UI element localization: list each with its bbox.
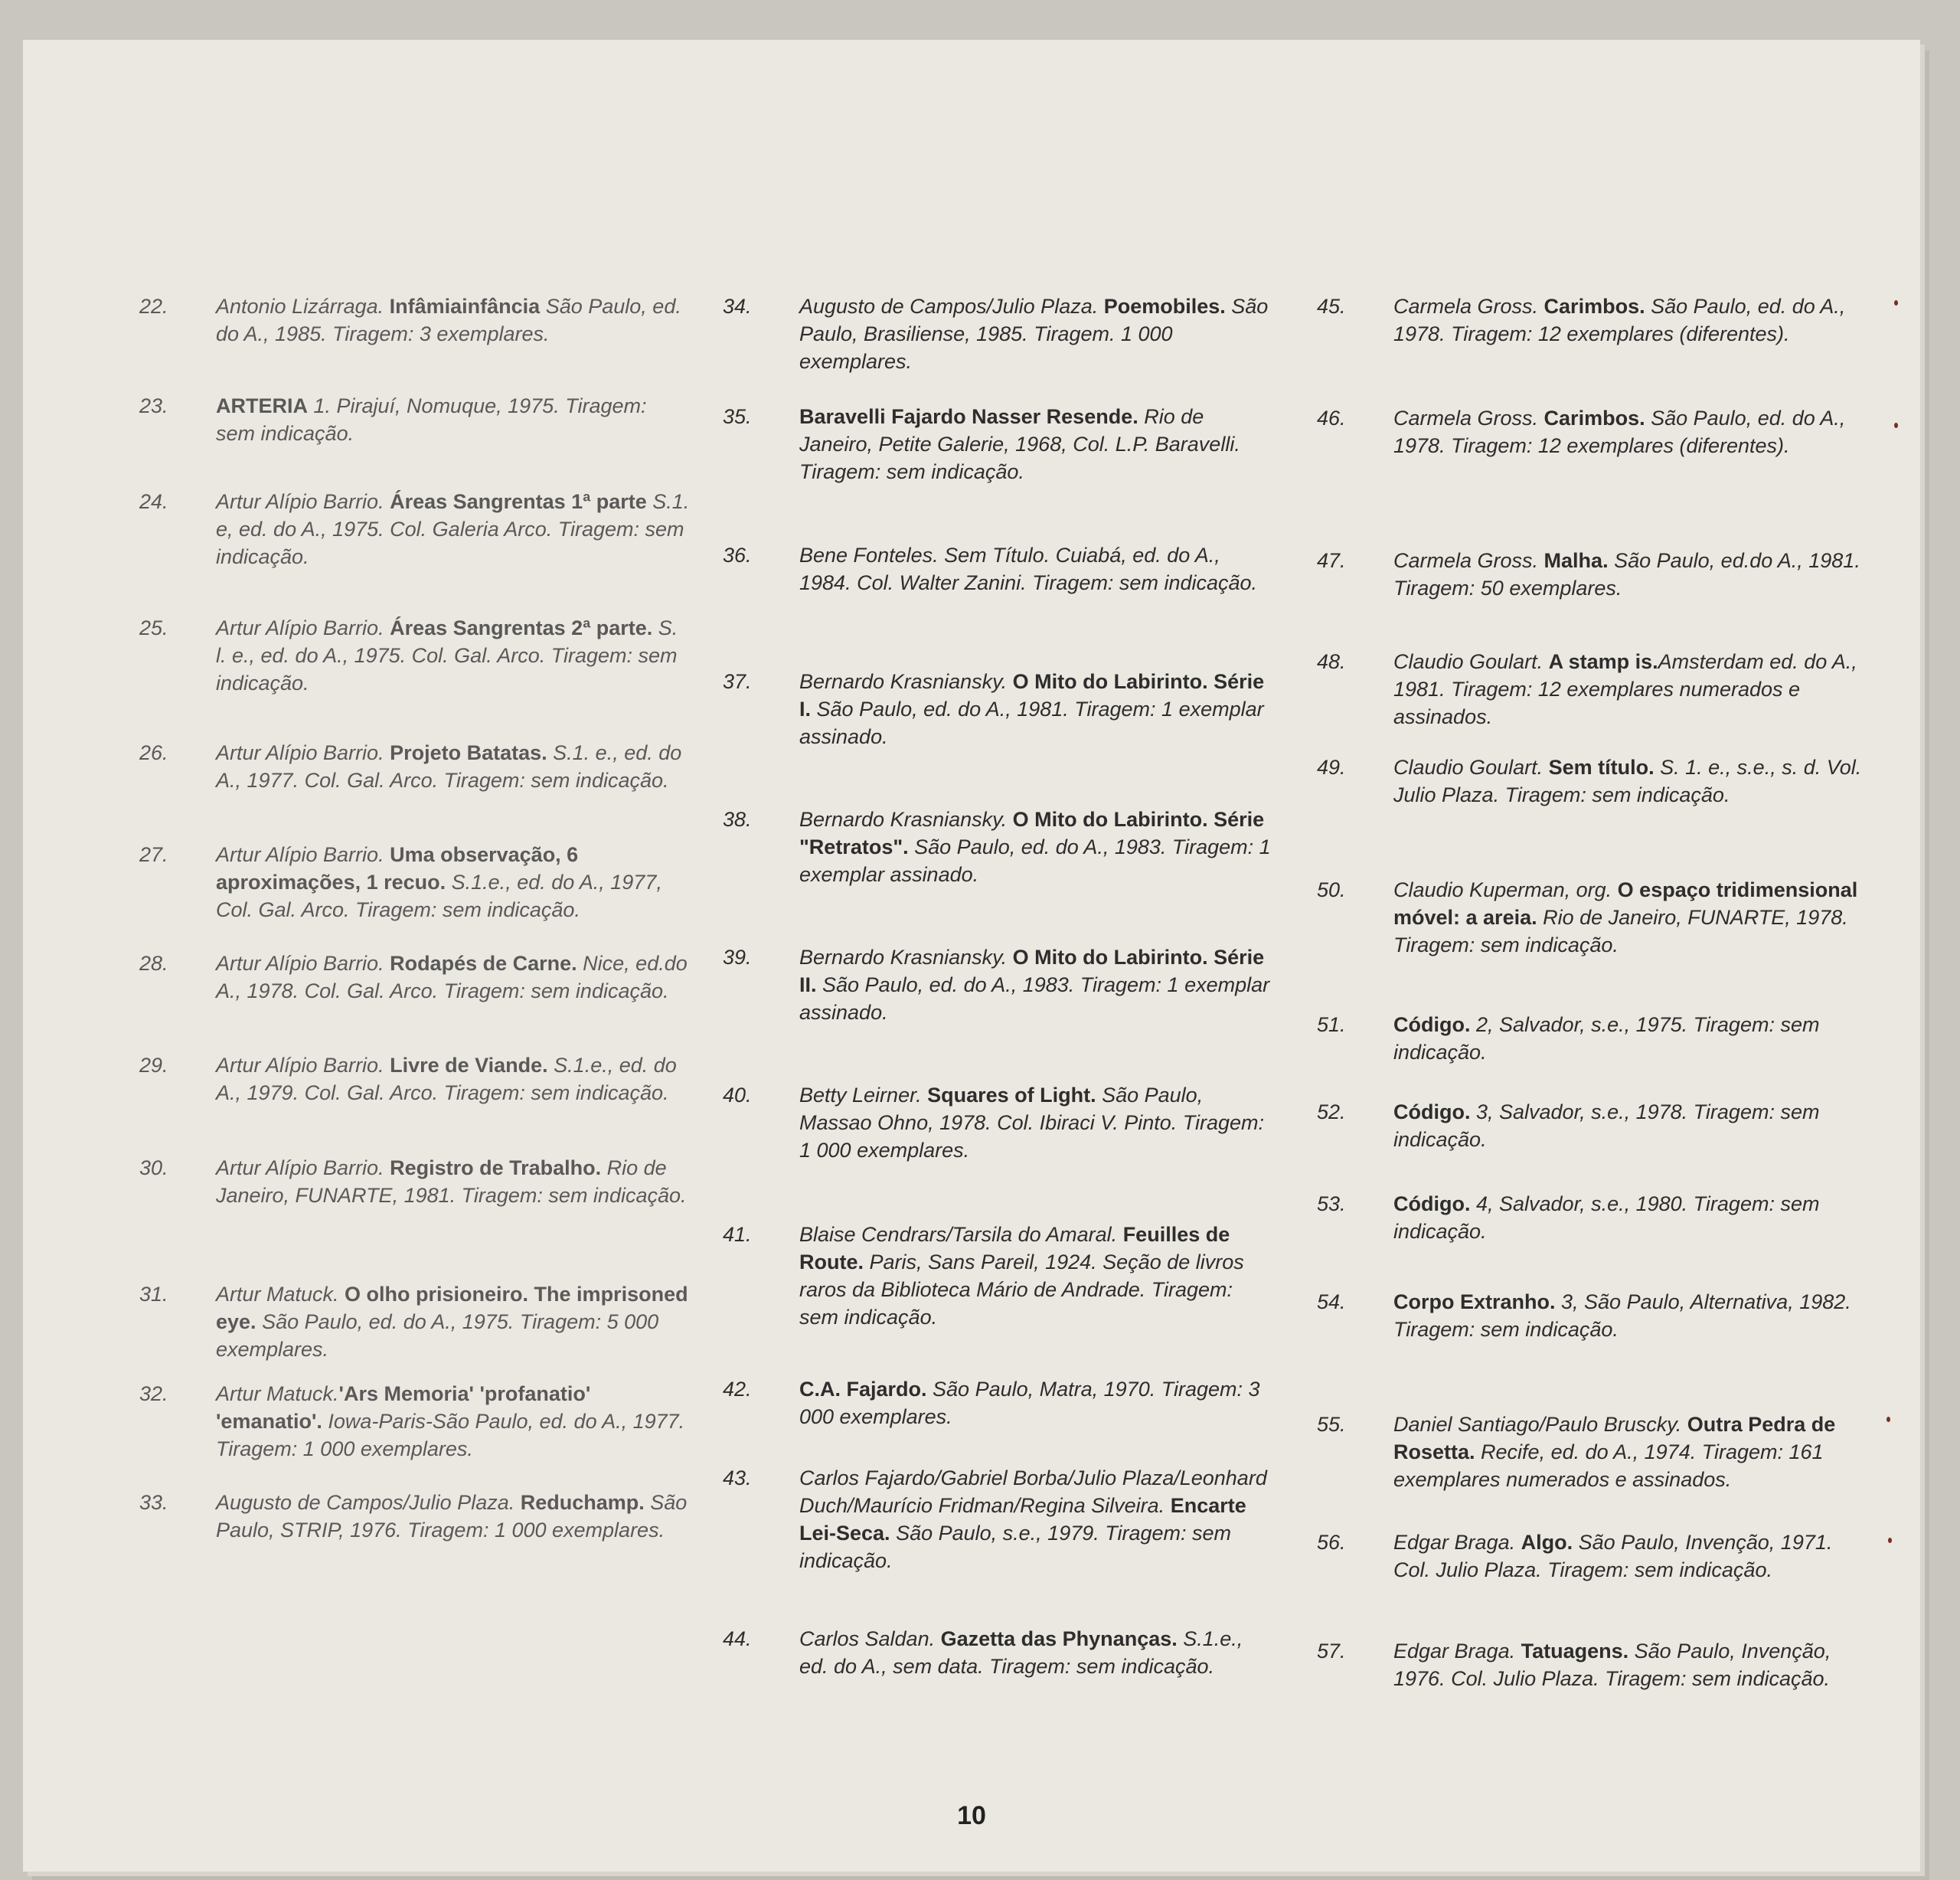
entry-title: O Mito do Labirinto. Série "Retratos". [799,808,1265,858]
entry-text: Carmela Gross. [1393,407,1544,430]
catalog-entry [1317,1098,1868,1153]
entry-text: Artur Alípio Barrio. [216,1156,390,1179]
entry-title: O Mito do Labirinto. Série I. [799,670,1265,721]
entry-title: Feuilles de Route. [799,1223,1230,1273]
entry-title: 'Ars Memoria' 'profanatio' 'emanatio'. [216,1382,591,1433]
entry-text: 4, Salvador, s.e., 1980. Tiragem: sem indicação. [1393,1192,1820,1243]
entry-text: Artur Matuck. [216,1382,339,1405]
entry-text: S.1. e., ed. do A., 1977. Col. Gal. Arco. Tiragem: sem indicação. [216,741,682,792]
entry-number: 53. [1317,1192,1346,1215]
entry-text: S.1.e., ed. do A., 1977, Col. Gal. Arco. Tiragem: sem indicação. [216,871,662,921]
entry-number: 35. [723,405,752,428]
entry-text: Bernardo Krasniansky. [799,946,1013,969]
entry-title: Áreas Sangrentas 2ª parte. [390,616,653,639]
entry-title: Uma observação, 6 aproximações, 1 recuo. [216,843,579,894]
entry-title: Sem título. [1548,756,1655,779]
entry-title: A stamp is. [1548,650,1658,673]
entry-number: 31. [139,1283,168,1306]
entry-title: O Mito do Labirinto. Série II. [799,946,1265,996]
entry-text: São Paulo, ed. do A., 1978. Tiragem: 12 exemplares (diferentes). [1393,295,1846,345]
catalog-entry [723,1464,1274,1574]
margin-mark [1888,1538,1892,1543]
entry-title: Projeto Batatas. [390,741,547,764]
catalog-entry [723,1625,1274,1680]
entry-number: 55. [1317,1413,1346,1436]
entry-title: Outra Pedra de Rosetta. [1393,1413,1836,1463]
entry-number: 23. [139,394,168,417]
catalog-entry [723,1375,1274,1430]
entry-number: 34. [723,295,752,318]
catalog-entry [139,841,691,924]
entry-number: 56. [1317,1531,1346,1554]
entry-text: Paris, Sans Pareil, 1924. Seção de livros raros da Biblioteca Mário de Andrade. Tiragem: sem indicação. [799,1251,1244,1329]
margin-mark [1894,423,1898,428]
entry-number: 38. [723,808,752,831]
entry-title: Encarte Lei-Seca. [799,1494,1246,1545]
catalog-entry [1317,547,1868,602]
entry-number: 39. [723,946,752,969]
catalog-entry [723,1221,1274,1331]
entry-text: S. l. e., ed. do A., 1975. Col. Gal. Arco. Tiragem: sem indicação. [216,616,678,695]
entry-text: Claudio Goulart. [1393,756,1549,779]
entry-text: Bernardo Krasniansky. [799,670,1013,693]
entry-text: Iowa-Paris-São Paulo, ed. do A., 1977. Tiragem: 1 000 exemplares. [216,1410,685,1460]
entry-text: S.1.e., ed. do A., 1979. Col. Gal. Arco. Tiragem: sem indicação. [216,1054,677,1104]
entry-text: Claudio Goulart. [1393,650,1549,673]
entry-title: Poemobiles. [1103,295,1226,318]
catalog-entry [723,293,1274,375]
entry-text: Augusto de Campos/Julio Plaza. [799,295,1104,318]
entry-text: Antonio Lizárraga. [216,295,390,318]
entry-text: São Paulo, Invenção, 1976. Col. Julio Plaza. Tiragem: sem indicação. [1393,1640,1831,1690]
entry-number: 25. [139,616,168,639]
entry-number: 51. [1317,1013,1346,1036]
entry-title: Malha. [1544,549,1609,572]
entry-title: Rodapés de Carne. [390,952,577,975]
entry-number: 26. [139,741,168,764]
entry-title: Reduchamp. [520,1491,645,1514]
page-number: 10 [957,1801,986,1830]
entry-number: 43. [723,1466,752,1489]
entry-number: 54. [1317,1290,1346,1313]
catalog-entry [139,293,691,348]
catalog-entry [1317,1411,1868,1493]
entry-text: São Paulo, Massao Ohno, 1978. Col. Ibiraci V. Pinto. Tiragem: 1 000 exemplares. [799,1084,1265,1162]
entry-text: Betty Leirner. [799,1084,928,1107]
entry-number: 22. [139,295,168,318]
entry-text: Edgar Braga. [1393,1531,1521,1554]
entry-title: Squares of Light. [927,1084,1096,1107]
catalog-entry [139,1380,691,1463]
entry-number: 28. [139,952,168,975]
entry-title: ARTERIA [216,394,308,417]
entry-number: 44. [723,1627,752,1650]
entry-text: São Paulo, ed. do A., 1983. Tiragem: 1 exemplar assinado. [799,835,1271,886]
entry-text: Bernardo Krasniansky. [799,808,1013,831]
entry-text: Artur Alípio Barrio. [216,490,390,513]
entry-text: São Paulo, ed.do A., 1981. Tiragem: 50 exemplares. [1393,549,1860,600]
catalog-entry [723,403,1274,486]
entry-text: S. 1. e., s.e., s. d. Vol. Julio Plaza. Tiragem: sem indicação. [1393,756,1862,806]
entry-title: Algo. [1521,1531,1573,1554]
catalog-entry [1317,876,1868,959]
entry-text: São Paulo, ed. do A., 1981. Tiragem: 1 exemplar assinado. [799,698,1264,748]
entry-text: Augusto de Campos/Julio Plaza. [216,1491,521,1514]
entry-text: Daniel Santiago/Paulo Bruscky. [1393,1413,1687,1436]
entry-number: 36. [723,544,752,567]
entry-number: 52. [1317,1100,1346,1123]
entry-text: São Paulo, ed. do A., 1983. Tiragem: 1 exemplar assinado. [799,973,1270,1024]
entry-text: São Paulo, Matra, 1970. Tiragem: 3 000 exemplares. [799,1378,1260,1428]
entry-text: 3, Salvador, s.e., 1978. Tiragem: sem indicação. [1393,1100,1820,1151]
catalog-entry [723,1081,1274,1164]
entry-text: Rio de Janeiro, FUNARTE, 1981. Tiragem: sem indicação. [216,1156,687,1207]
entry-number: 47. [1317,549,1346,572]
entry-text: Artur Alípio Barrio. [216,1054,390,1077]
entry-title: Código. [1393,1013,1471,1036]
entry-number: 24. [139,490,168,513]
entry-number: 29. [139,1054,168,1077]
entry-text: Artur Alípio Barrio. [216,843,390,866]
catalog-entry [139,1051,691,1107]
catalog-entry [723,541,1274,597]
catalog-entry [139,1489,691,1544]
entry-text: São Paulo, Brasiliense, 1985. Tiragem. 1 000 exemplares. [799,295,1269,373]
entry-text: Blaise Cendrars/Tarsila do Amaral. [799,1223,1123,1246]
catalog-entry [1317,754,1868,809]
entry-number: 41. [723,1223,752,1246]
entry-title: Tatuagens. [1521,1640,1629,1663]
entry-text: Carlos Fajardo/Gabriel Borba/Julio Plaza/Leonhard Duch/Maurício Fridman/Regina Silveira. [799,1466,1267,1517]
entry-number: 45. [1317,295,1346,318]
entry-text: São Paulo, ed. do A., 1985. Tiragem: 3 exemplares. [216,295,681,345]
entry-title: O olho prisioneiro. The imprisoned eye. [216,1283,688,1333]
entry-number: 42. [723,1378,752,1401]
catalog-entry [1317,1637,1868,1692]
entry-number: 30. [139,1156,168,1179]
catalog-entry [139,1154,691,1209]
entry-text: Carmela Gross. [1393,295,1544,318]
entry-number: 46. [1317,407,1346,430]
catalog-entry [1317,404,1868,459]
catalog-entry [139,614,691,697]
entry-text: 2, Salvador, s.e., 1975. Tiragem: sem indicação. [1393,1013,1820,1064]
entry-number: 49. [1317,756,1346,779]
entry-title: Baravelli Fajardo Nasser Resende. [799,405,1138,428]
entry-text: S.1.e., ed. do A., sem data. Tiragem: sem indicação. [799,1627,1243,1678]
catalog-entry [1317,648,1868,731]
entry-text: São Paulo, Invenção, 1971. Col. Julio Plaza. Tiragem: sem indicação. [1393,1531,1833,1581]
entry-text: 3, São Paulo, Alternativa, 1982. Tiragem: sem indicação. [1393,1290,1851,1341]
entry-title: Carimbos. [1544,407,1645,430]
entry-title: O espaço tridimensional móvel: a areia. [1393,878,1858,929]
entry-title: C.A. Fajardo. [799,1378,927,1401]
entry-number: 40. [723,1084,752,1107]
margin-mark [1886,1417,1890,1422]
entry-text: Amsterdam ed. do A., 1981. Tiragem: 12 exemplares numerados e assinados. [1393,650,1857,728]
entry-text: São Paulo, STRIP, 1976. Tiragem: 1 000 exemplares. [216,1491,688,1542]
entry-text: São Paulo, ed. do A., 1978. Tiragem: 12 exemplares (diferentes). [1393,407,1846,457]
catalog-entry [723,943,1274,1026]
entry-text: Rio de Janeiro, Petite Galerie, 1968, Col. L.P. Baravelli. Tiragem: sem indicação. [799,405,1240,483]
entry-text: Recife, ed. do A., 1974. Tiragem: 161 exemplares numerados e assinados. [1393,1440,1824,1491]
entry-text: São Paulo, ed. do A., 1975. Tiragem: 5 000 exemplares. [216,1310,659,1361]
entry-title: Infâmiainfância [389,295,541,318]
entry-text: Claudio Kuperman, org. [1393,878,1618,901]
catalog-entry [723,668,1274,750]
entry-title: Código. [1393,1192,1471,1215]
entry-text: Nice, ed.do A., 1978. Col. Gal. Arco. Tiragem: sem indicação. [216,952,688,1002]
margin-mark [1894,300,1898,306]
catalog-entry [723,806,1274,888]
entry-text: Artur Alípio Barrio. [216,952,390,975]
entry-number: 48. [1317,650,1346,673]
entry-text: São Paulo, s.e., 1979. Tiragem: sem indicação. [799,1522,1232,1572]
entry-number: 50. [1317,878,1346,901]
catalog-page [23,40,1920,1872]
catalog-entry [139,1280,691,1363]
entry-number: 27. [139,843,168,866]
entry-text: Rio de Janeiro, FUNARTE, 1978. Tiragem: sem indicação. [1393,906,1848,956]
entry-text: S.1. e, ed. do A., 1975. Col. Galeria Arco. Tiragem: sem indicação. [216,490,690,568]
catalog-entry [1317,293,1868,348]
entry-title: Áreas Sangrentas 1ª parte [390,490,647,513]
entry-title: Carimbos. [1544,295,1645,318]
entry-number: 37. [723,670,752,693]
catalog-entry [1317,1288,1868,1343]
catalog-entry [139,392,691,447]
entry-text: Carmela Gross. [1393,549,1544,572]
entry-number: 57. [1317,1640,1346,1663]
catalog-entry [139,950,691,1005]
entry-number: 32. [139,1382,168,1405]
entry-number: 33. [139,1491,168,1514]
entry-text: Carlos Saldan. [799,1627,941,1650]
catalog-entry [1317,1011,1868,1066]
catalog-entry [1317,1529,1868,1584]
catalog-entry [139,739,691,794]
entry-text: Artur Alípio Barrio. [216,741,390,764]
entry-title: Livre de Viande. [390,1054,548,1077]
entry-text: 1. Pirajuí, Nomuque, 1975. Tiragem: sem indicação. [216,394,647,445]
entry-text: Edgar Braga. [1393,1640,1521,1663]
entry-title: Corpo Extranho. [1393,1290,1556,1313]
catalog-entry [139,488,691,571]
entry-title: Código. [1393,1100,1471,1123]
catalog-entry [1317,1190,1868,1245]
entry-text: Bene Fonteles. Sem Título. Cuiabá, ed. do A., 1984. Col. Walter Zanini. Tiragem: sem indicação. [799,544,1258,594]
entry-title: Gazetta das Phynanças. [940,1627,1178,1650]
entry-text: Artur Matuck. [216,1283,345,1306]
entry-text: Artur Alípio Barrio. [216,616,390,639]
entry-title: Registro de Trabalho. [390,1156,602,1179]
